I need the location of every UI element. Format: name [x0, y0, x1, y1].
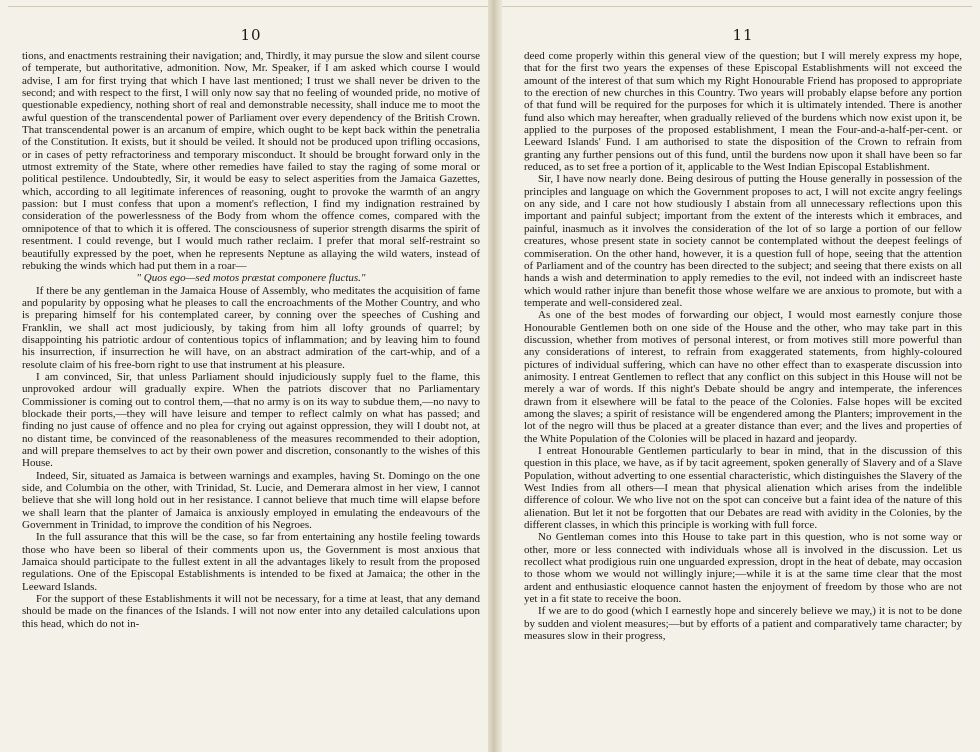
right-paragraph: deed come properly within this general view of the question; but I will merely express my hope, that for the first two years the expenses of these Episcopal Establishments will not exceed the amount of the interest of that sum which my Right Honourable Friend has proposed to appropriate to the erection of new churches in this Country. Two years will probably elapse before any portion of that fund will be required for the purposes for which it is ultimately intended. There is another fund also which may hereafter, when gradually relieved of the burdens which now exist upon it, be applied to the purposes of the proposed establishment, I mean the Four-and-a-half-per-cent. or Leeward Islands' Fund. I am authorised to state the disposition of the Crown to refrain from granting any further pensions out of this fund, until the burdens now upon it shall have been so far reduced, as to set free a portion of it, applicable to the West Indian Episcopal Establishment.	[524, 50, 962, 174]
right-paragraph: No Gentleman comes into this House to take part in this question, who is not some way or other, more or less connected with individuals whose all is involved in the discussion. Let us recollect what prodigious ruin one unguarded expression, dropt in the heat of debate, may occasion to those whom we would not willingly injure;—while it is at the same time clear that the most ardent and enthusiastic eloquence cannot hasten the enjoyment of freedom by those who are not yet in a fit state to receive the boon.	[524, 531, 962, 606]
right-paragraph: As one of the best modes of forwarding our object, I would most earnestly conjure those Honourable Gentlemen both on one side of the House and the other, who may take part in this discussion, whether from motives of personal interest, or from motives still more powerful than any considerations of interest, to refrain from exaggerated statements, from highly-coloured pictures of individual suffering, which can have no other effect than to exasperate discussion into animosity. I entreat Gentlemen to reflect that any conflict on this subject in this House will not be merely a war of words. If this night's Debate should be angry and intemperate, the inferences drawn from it elsewhere will be fatal to the peace of the Colonies. False hopes will be excited among the slaves; a spirit of resistance will be engendered among the Planters; improvement in the lot of the negro will thus be placed at a greater distance than ever; and the lives and properties of the White Population of the Colonies will be placed in hazard and jeopardy.	[524, 309, 962, 445]
right-paragraph: I entreat Honourable Gentlemen particularly to bear in mind, that in the discussion of this question in this place, we have, as if by tacit agreement, spoken generally of Slavery and of a Slave Population, without adverting to one essential characteristic, which distinguishes the Slavery of the West Indies from all others—I mean that physical alienation which arises from the indelible difference of colour. We who live not on the spot can conceive but a faint idea of the nature of this alienation. But let it not be forgotten that our Debates are read with avidity in the Colonies, by the different classes, in which this principle is working with full force.	[524, 445, 962, 532]
right-paragraph: If we are to do good (which I earnestly hope and sincerely believe we may,) it is not to be done by sudden and violent measures;—but by efforts of a patient and comparatively tame character; by measures slow in their progress,	[524, 605, 962, 643]
right-paragraph: Sir, I have now nearly done. Being desirous of putting the House generally in possession of the principles and language on which the Government proposes to act, I will not excite angry feelings on any side, and I care not how studiously I abstain from all unnecessary reflections upon this important and painful subject; important from the extent of the interests which it embraces, and painful, inasmuch as it involves the consideration of the lot of so large a portion of our fellow creatures, whose present state in society cannot be contemplated without the deepest feelings of commiseration. On the other hand, however, it is a question full of hope, seeing that the attention of Parliament and of the country has been directed to the subject; and seeing that there exists on all hands a wish and determination to apply remedies to the evil, not indeed with an indiscreet haste which would rather injure than benefit those whose welfare we are anxious to promote, but with a temperate and well-considered zeal.	[524, 173, 962, 309]
latin-quotation: " Quos ego—sed motos præstat componere fluctus."	[136, 272, 366, 285]
left-page-number: 10	[240, 26, 262, 44]
left-paragraph: If there be any gentleman in the Jamaica House of Assembly, who meditates the acquisition of fame and popularity by opposing what he pleases to call the encroachments of the Mother Country, and who is preparing himself for his contemplated career, by conning over the speeches of Cushing and Franklin, we shall act most judiciously, by taking from him all lofty grounds of quarrel; by disappointing his patriotic ardour of contentious topics of inflammation; and by leaving him to found his insurrection, if insurrection he will have, on an abstract admiration of the cart-whip, and of a resolute claim of his free-born right to use that instrument at his pleasure.	[22, 284, 480, 371]
left-paragraph: I am convinced, Sir, that unless Parliament should injudiciously supply fuel to the flame, this unprovoked ardour will gradually expire. When the patriots discover that no Parliamentary Commissioner is coming out to control them,—that no army is on its way to subdue them,—no navy to blockade their ports,—they will have leisure and temper to reflect calmly on what has passed; and finding no just cause of offence and no plea for crying out against oppression, they will I doubt not, at no distant time, be convinced of the reasonableness of the measures recommended to their adoption, and will prepare themselves to act by their own power and discretion, consonantly to the wishes of this House.	[22, 370, 480, 470]
right-page-number: 11	[732, 26, 754, 44]
right-page	[524, 26, 962, 746]
left-paragraph: In the full assurance that this will be the case, so far from entertaining any hostile feeling towards those who have been so liberal of their comments upon us, the Government is most anxious that Jamaica should participate to the fullest extent in all the advantages likely to result from the proposed regulations. One of the Episcopal Establishments is intended to be fixed at Jamaica; the other in the Leeward Islands.	[22, 531, 480, 593]
left-page	[22, 26, 480, 746]
left-paragraph: For the support of these Establishments it will not be necessary, for a time at least, that any demand should be made on the finances of the Islands. I will not now enter into any detailed calculations upon this head, which do not in-	[22, 593, 480, 630]
book-gutter	[488, 0, 502, 752]
left-paragraph: Indeed, Sir, situated as Jamaica is between warnings and examples, having St. Domingo on the one side, and Columbia on the other, with Trinidad, St. Lucie, and Demerara almost in her view, I cannot believe that she will long hold out in her resistance. I cannot believe that much time will elapse before we shall learn that the planter of Jamaica is anxiously employed in emulating the endeavours of the Government in Trinidad, to improve the condition of his Negroes.	[22, 469, 480, 532]
left-paragraph: tions, and enactments restraining their navigation; and, Thirdly, it may pursue the slow and silent course of temperate, but authoritative, admonition. Now, Mr. Speaker, if I am asked which course I would advise, I am for first trying that which I have last mentioned; I trust we shall never be driven to the second; and with respect to the first, I will only now say that no feeling of wounded pride, no motive of questionable expediency, nothing short of real and demonstrable necessity, shall induce me to moot the awful question of the transcendental power of Parliament over every dependency of the British Crown. That transcendental power is an arcanum of empire, which ought to be kept back within the penetralia of the Constitution. It exists, but it should be veiled. It should not be produced upon trifling occasions, or in cases of petty refractoriness and temporary misconduct. It should be brought forward only in the utmost extremity of the State, where other remedies have failed to stay the raging of some moral or political pestilence. Undoubtedly, Sir, it would be easy to select asperities from the Jamaica Gazettes, which, according to all legitimate inferences of reasoning, ought to provoke the warmth of an angry passion: but I must confess that upon a moment's reflection, I find my indignation restrained by consideration of the powerlessness of the Body from whom the offence comes, compared with the omnipotence of that to which it is offered. The consciousness of superior strength disarms the spirit of resentment. I could revenge, but I would much rather reclaim. I prefer that moral self-restraint so beautifully expressed by the poet, when he represents Neptune as allaying the wild waters, instead of rebuking the winds which had put them in a roar—	[22, 50, 480, 272]
